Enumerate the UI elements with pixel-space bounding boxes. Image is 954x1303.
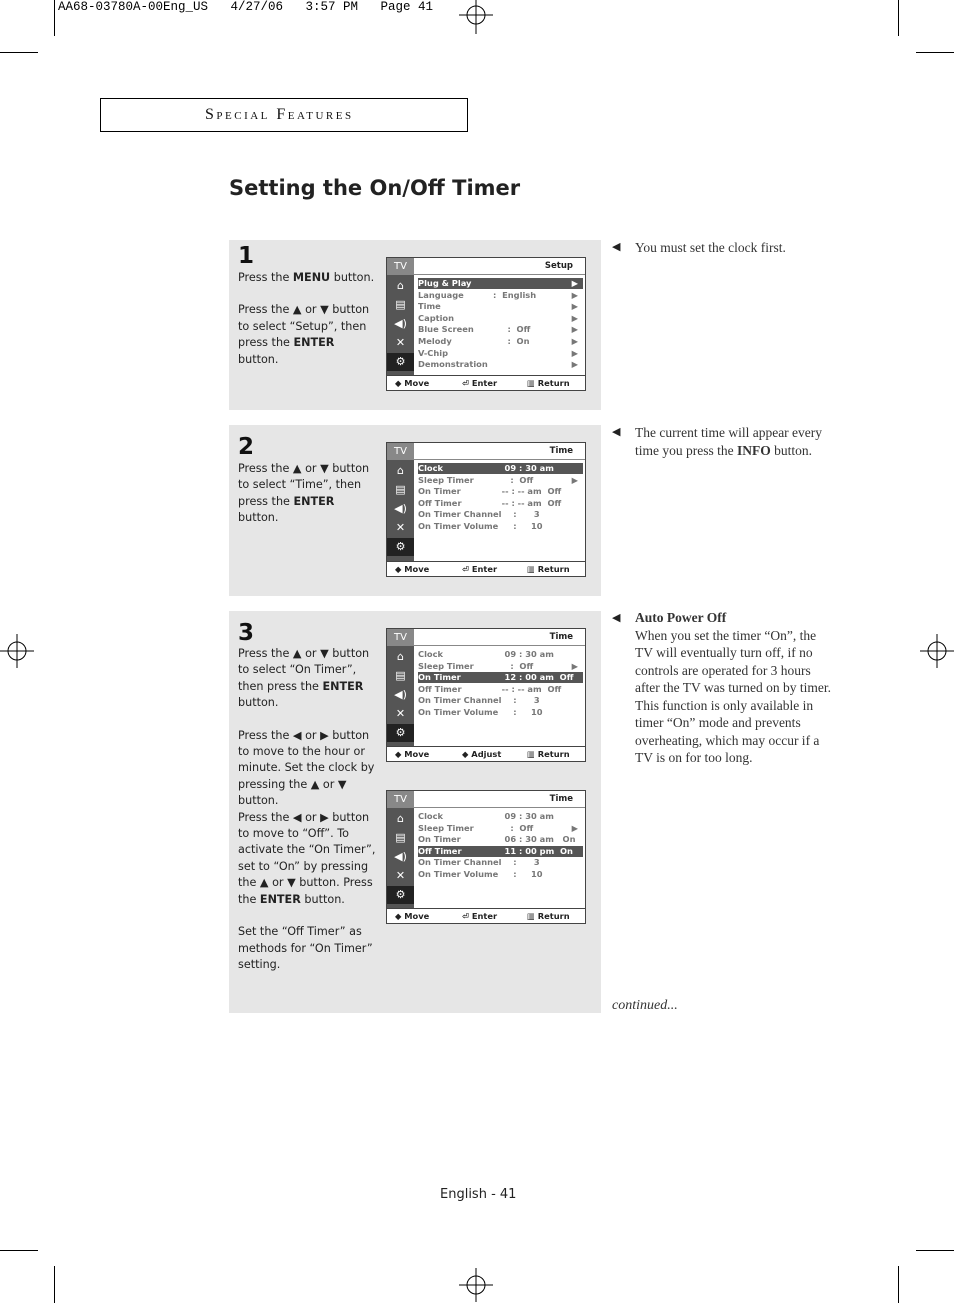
return-icon: ▥ xyxy=(527,749,538,759)
plug-play-icon: ⌂ xyxy=(397,650,404,663)
setup-icon: ⚙ xyxy=(387,886,414,904)
crop-mark xyxy=(916,1250,954,1251)
osd-row-label: Clock xyxy=(418,649,444,659)
osd-row-label: Language xyxy=(418,289,464,300)
step-3-instructions xyxy=(238,646,378,989)
osd-row-value: : Off xyxy=(493,822,534,833)
up-down-arrows-icon: ◆ xyxy=(395,378,405,388)
osd-footer-item xyxy=(527,376,570,390)
registration-mark xyxy=(0,634,34,668)
osd-row-label: On Timer Volume xyxy=(418,868,499,879)
osd-footer-label: Move xyxy=(404,378,430,388)
right-arrow-icon: ▶ xyxy=(571,278,578,288)
osd-footer-item xyxy=(395,562,429,576)
osd-menu-row xyxy=(418,521,583,532)
osd-footer-item xyxy=(527,909,570,923)
crop-mark xyxy=(0,52,38,53)
up-down-arrows-icon: ◆ xyxy=(395,564,405,574)
osd-menu-row xyxy=(418,661,583,672)
print-slug: AA68-03780A-00Eng_US 4/27/06 3:57 PM Page 41 xyxy=(58,0,434,14)
osd-row-value: 06 : 30 am On xyxy=(493,834,576,844)
osd-row-label: Sleep Timer xyxy=(418,474,474,485)
step-number: 2 xyxy=(238,434,255,460)
osd-row-value: : Off xyxy=(493,324,531,335)
osd-menu-row xyxy=(418,846,583,857)
crop-mark xyxy=(54,1266,55,1303)
registration-mark xyxy=(459,1268,493,1302)
osd-row-label: Sleep Timer xyxy=(418,660,474,671)
osd-menu-row xyxy=(418,823,583,834)
enter-icon: ⏎ xyxy=(462,911,472,921)
note-pointer-icon: ◀ xyxy=(612,241,621,253)
osd-row-value: : 10 xyxy=(493,868,543,879)
osd-row-value: : On xyxy=(493,336,530,346)
osd-row-value: 12 : 00 am Off xyxy=(493,672,574,682)
enter-key: ENTER xyxy=(293,494,335,508)
osd-footer-label: Return xyxy=(537,749,570,759)
step-2-instructions xyxy=(238,461,378,543)
note-info xyxy=(635,424,830,459)
osd-menu-row xyxy=(418,834,583,845)
osd-row-label: Blue Screen xyxy=(418,324,474,335)
picture-icon: ▤ xyxy=(395,298,406,311)
return-icon: ▥ xyxy=(527,564,538,574)
sound-icon: ◀) xyxy=(394,688,407,701)
osd-row-label: On Timer xyxy=(418,486,461,496)
osd-footer-label: Move xyxy=(404,911,430,921)
osd-row-label: Off Timer xyxy=(418,683,462,694)
return-icon: ▥ xyxy=(527,911,538,921)
sound-icon: ◀) xyxy=(394,317,407,330)
instr-text: button. xyxy=(330,271,375,284)
step-number: 3 xyxy=(238,620,255,646)
enter-key: ENTER xyxy=(259,892,301,906)
page-number: English - 41 xyxy=(440,1187,517,1202)
osd-row-value: 09 : 30 am xyxy=(493,649,554,659)
crop-mark xyxy=(898,1266,899,1303)
right-arrow-icon: ▶ xyxy=(571,347,578,358)
osd-menu-row xyxy=(418,509,583,520)
note-text: When you set the timer “On”, the TV will eventually turn off, if no controls are operated for 3 hours after the TV was turned on by timer. This function is only available in timer “On” mode and prevents overheating, which may occur if a TV is on for too long. xyxy=(635,627,831,765)
osd-menu-row xyxy=(418,486,583,497)
right-arrow-icon: ▶ xyxy=(571,336,578,346)
left-right-arrows-icon: ◆ xyxy=(395,749,405,759)
enter-key: ENTER xyxy=(293,336,335,350)
osd-menu-row xyxy=(418,684,583,695)
osd-menu-row xyxy=(418,475,583,486)
osd-footer-item xyxy=(462,376,497,390)
osd-row-value: -- : -- am Off xyxy=(493,497,562,508)
instr-text: Press the ◀ or ▶ button to move to the hour or minute. Set the clock by pressing the ▲ or ▼ button. xyxy=(238,728,375,808)
registration-mark xyxy=(920,634,954,668)
osd-menu-row xyxy=(418,811,583,822)
tv-menu-time xyxy=(386,442,586,577)
picture-icon: ▤ xyxy=(395,669,406,682)
osd-row-label: On Timer Channel xyxy=(418,695,502,705)
instr-text: Press the ▲ or ▼ button to select “Setup”, then press the xyxy=(238,303,370,350)
note-pointer-icon: ◀ xyxy=(612,426,621,438)
registration-mark xyxy=(459,0,493,34)
note-pointer-icon: ◀ xyxy=(612,612,621,624)
enter-icon: ⏎ xyxy=(462,564,472,574)
osd-footer xyxy=(387,561,585,576)
osd-menu-row xyxy=(418,313,583,324)
tv-label: TV xyxy=(387,791,414,808)
osd-footer xyxy=(387,375,585,390)
osd-footer-item xyxy=(462,909,497,923)
note-title: Auto Power Off xyxy=(635,610,727,625)
osd-row-value: : Off xyxy=(493,660,534,671)
osd-menu-row xyxy=(418,463,583,474)
instr-text: button. xyxy=(300,892,345,906)
instr-text: Press the ▲ or ▼ button to select “Time”, then press the xyxy=(238,462,370,508)
osd-row-value: : English xyxy=(493,289,537,300)
osd-menu-row xyxy=(418,672,583,683)
osd-row-label: Off Timer xyxy=(418,497,462,508)
setup-icon: ⚙ xyxy=(387,538,414,556)
osd-row-value: 09 : 30 am xyxy=(493,463,554,473)
osd-footer-item xyxy=(395,376,429,390)
osd-footer-item xyxy=(462,562,497,576)
continued-label: continued... xyxy=(612,998,678,1013)
up-down-arrows-icon: ◆ xyxy=(395,911,405,921)
instr-text: Press the ▲ or ▼ button to select “On Timer”, then press the xyxy=(238,647,370,693)
osd-row-label: Time xyxy=(418,301,441,312)
osd-footer-label: Enter xyxy=(471,911,498,921)
instr-text: button. xyxy=(238,696,279,710)
tv-label: TV xyxy=(387,443,414,460)
right-arrow-icon: ▶ xyxy=(571,822,578,833)
osd-row-label: Clock xyxy=(418,463,444,473)
note-clock: You must set the clock first. xyxy=(635,240,786,255)
osd-footer-item xyxy=(527,747,570,761)
osd-menu-row xyxy=(418,498,583,509)
right-arrow-icon: ▶ xyxy=(571,312,578,323)
crop-mark xyxy=(54,0,55,36)
right-arrow-icon: ▶ xyxy=(571,324,578,335)
return-icon: ▥ xyxy=(527,378,538,388)
osd-footer-label: Move xyxy=(404,749,430,759)
instr-text: button. xyxy=(238,511,279,525)
picture-icon: ▤ xyxy=(395,483,406,496)
osd-row-label: On Timer Volume xyxy=(418,520,499,531)
note-text: The current time will appear every time you press the xyxy=(635,425,823,458)
page-title: Setting the On/Off Timer xyxy=(229,176,521,200)
tv-label: TV xyxy=(387,258,414,275)
step-number: 1 xyxy=(238,243,255,269)
sound-icon: ◀) xyxy=(394,850,407,863)
right-arrow-icon: ▶ xyxy=(571,301,578,312)
crop-mark xyxy=(898,0,899,36)
right-arrow-icon: ▶ xyxy=(571,359,578,370)
osd-row-label: Clock xyxy=(418,811,444,821)
tv-menu-setup xyxy=(386,257,586,391)
tv-label: TV xyxy=(387,629,414,646)
osd-header: Time xyxy=(414,629,585,646)
osd-footer-label: Enter xyxy=(471,378,498,388)
osd-row-label: Sleep Timer xyxy=(418,822,474,833)
channel-icon: ✕ xyxy=(395,869,406,882)
enter-key: ENTER xyxy=(322,679,364,693)
plug-play-icon: ⌂ xyxy=(397,464,404,477)
osd-menu-row xyxy=(418,348,583,359)
section-header: Special Features xyxy=(205,106,354,123)
up-down-arrows-icon: ◆ xyxy=(462,749,472,759)
sound-icon: ◀) xyxy=(394,502,407,515)
osd-footer-label: Return xyxy=(537,564,570,574)
osd-menu-row xyxy=(418,336,583,347)
channel-icon: ✕ xyxy=(395,336,406,349)
crop-mark xyxy=(916,52,954,53)
channel-icon: ✕ xyxy=(395,521,406,534)
crop-mark xyxy=(0,1250,38,1251)
osd-menu-row xyxy=(418,359,583,370)
instr-text: Press the ◀ or ▶ button to move to “Off”. To activate the “On Timer”, set to “On” by pressing the ▲ or ▼ button. Press the xyxy=(238,810,376,906)
osd-footer-label: Enter xyxy=(471,564,498,574)
osd-footer-label: Adjust xyxy=(471,749,502,759)
instr-text: Set the “Off Timer” as methods for “On Timer” setting. xyxy=(238,925,373,971)
osd-menu-row xyxy=(418,869,583,880)
osd-menu-row xyxy=(418,695,583,706)
osd-header: Time xyxy=(414,443,585,460)
tv-menu-off-timer xyxy=(386,790,586,924)
osd-menu-row xyxy=(418,278,583,289)
note-auto-power-off xyxy=(635,609,835,767)
plug-play-icon: ⌂ xyxy=(397,279,404,292)
osd-footer-label: Return xyxy=(537,911,570,921)
plug-play-icon: ⌂ xyxy=(397,812,404,825)
osd-footer-item xyxy=(462,747,501,761)
osd-footer-item xyxy=(527,562,570,576)
osd-row-label: On Timer xyxy=(418,834,461,844)
osd-row-value: : 10 xyxy=(493,706,543,717)
osd-footer xyxy=(387,746,585,761)
info-key: INFO xyxy=(736,442,771,458)
osd-row-value: : 3 xyxy=(493,509,540,519)
osd-row-label: Demonstration xyxy=(418,359,488,370)
setup-icon: ⚙ xyxy=(387,353,414,371)
osd-footer-label: Move xyxy=(404,564,430,574)
osd-row-value: : 10 xyxy=(493,520,543,531)
osd-menu-row xyxy=(418,324,583,335)
step-1-instructions xyxy=(238,270,378,384)
tv-menu-on-timer xyxy=(386,628,586,762)
osd-footer xyxy=(387,908,585,923)
right-arrow-icon: ▶ xyxy=(571,660,578,671)
osd-row-label: Off Timer xyxy=(418,845,462,856)
osd-header: Time xyxy=(414,791,585,808)
osd-row-label: Caption xyxy=(418,312,455,323)
osd-row-label: On Timer Channel xyxy=(418,857,502,867)
setup-icon: ⚙ xyxy=(387,724,414,742)
osd-row-label: On Timer Volume xyxy=(418,706,499,717)
osd-menu-row xyxy=(418,301,583,312)
osd-row-label: V-Chip xyxy=(418,347,449,358)
right-arrow-icon: ▶ xyxy=(571,289,578,300)
osd-footer-item xyxy=(395,909,429,923)
osd-row-value: 09 : 30 am xyxy=(493,811,554,821)
osd-row-value: : 3 xyxy=(493,857,540,867)
instr-text: button. xyxy=(238,352,279,366)
osd-footer-item xyxy=(395,747,429,761)
osd-row-label: Melody xyxy=(418,336,452,346)
osd-row-label: On Timer Channel xyxy=(418,509,502,519)
osd-row-value: 11 : 00 pm On xyxy=(493,845,573,856)
osd-row-label: On Timer xyxy=(418,672,461,682)
osd-menu-row xyxy=(418,707,583,718)
osd-row-value: : Off xyxy=(493,474,534,485)
picture-icon: ▤ xyxy=(395,831,406,844)
enter-icon: ⏎ xyxy=(462,378,472,388)
osd-menu-row xyxy=(418,857,583,868)
note-text: button. xyxy=(770,442,812,458)
osd-header: Setup xyxy=(414,258,585,275)
menu-key: MENU xyxy=(292,271,331,284)
right-arrow-icon: ▶ xyxy=(571,474,578,485)
osd-row-label: Plug & Play xyxy=(418,278,472,288)
osd-row-value: -- : -- am Off xyxy=(493,683,562,694)
osd-row-value: -- : -- am Off xyxy=(493,486,562,496)
osd-menu-row xyxy=(418,290,583,301)
osd-menu-row xyxy=(418,649,583,660)
osd-row-value: : 3 xyxy=(493,695,540,705)
osd-footer-label: Return xyxy=(537,378,570,388)
instr-text: Press the xyxy=(238,271,293,284)
channel-icon: ✕ xyxy=(395,707,406,720)
